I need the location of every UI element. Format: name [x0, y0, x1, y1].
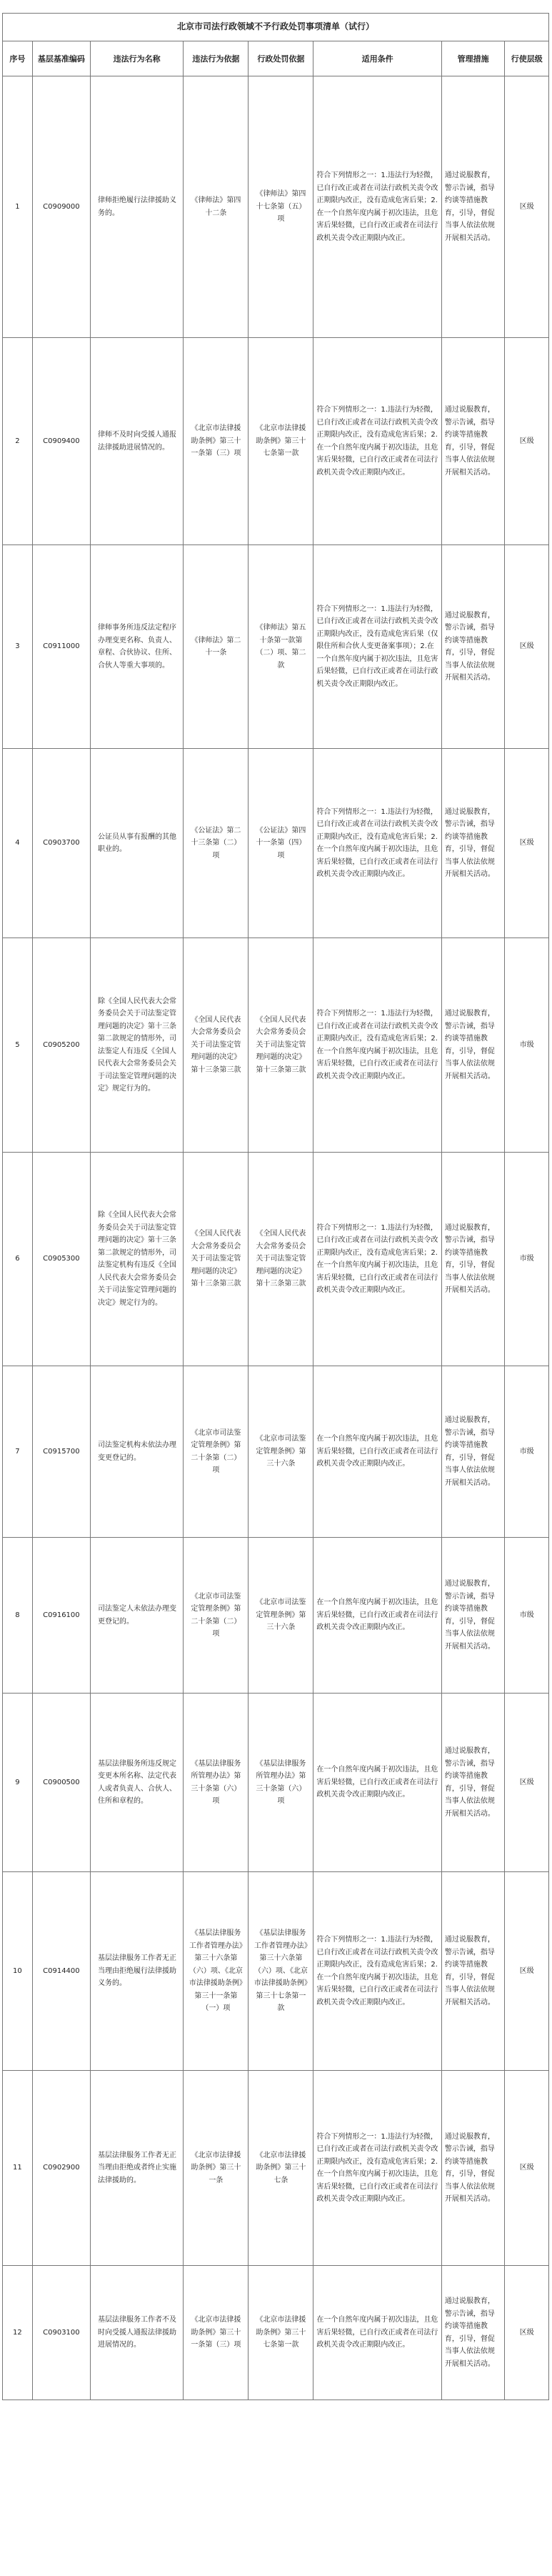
table-row	[3, 938, 549, 1153]
cell-name: 基层法律服务工作者不及时向受援人通报法律援助进展情况的。	[90, 2266, 183, 2400]
cell-name: 基层法律服务工作者无正当理由拒绝履行法律援助义务的。	[90, 1872, 183, 2071]
header-basis: 违法行为依据	[184, 41, 249, 76]
table-row	[3, 749, 549, 938]
table-row	[3, 1872, 549, 2071]
table-row	[3, 2266, 549, 2400]
cell-condition: 符合下列情形之一：1.违法行为轻微，已自行改正或者在司法行政机关责令改正期限内改正，没有造成危害后果；2.在一个自然年度内属于初次违法，且危害后果轻微，已自行改正或者在司法行政机关责令改正期限内改正。	[313, 2071, 442, 2266]
cell-condition: 符合下列情形之一：1.违法行为轻微，已自行改正或者在司法行政机关责令改正期限内改正，没有造成危害后果；2.在一个自然年度内属于初次违法，且危害后果轻微，已自行改正或者在司法行政机关责令改正期限内改正。	[313, 338, 442, 545]
cell-penalty: 《北京市司法鉴定管理条例》第三十六条	[249, 1366, 313, 1538]
cell-measures: 通过说服教育，警示告诫，指导约谈等措施教育，引导，督促当事人依法依规开展相关活动。	[441, 338, 505, 545]
header-level: 行使层级	[505, 41, 549, 76]
cell-level: 区级	[505, 1872, 549, 2071]
cell-condition: 在一个自然年度内属于初次违法，且危害后果轻微，已自行改正或者在司法行政机关责令改正期限内改正。	[313, 1366, 442, 1538]
cell-condition: 符合下列情形之一：1.违法行为轻微，已自行改正或者在司法行政机关责令改正期限内改正，没有造成危害后果；2.在一个自然年度内属于初次违法，且危害后果轻微，已自行改正或者在司法行政机关责令改正期限内改正。	[313, 749, 442, 938]
cell-condition: 在一个自然年度内属于初次违法，且危害后果轻微，已自行改正或者在司法行政机关责令改正期限内改正。	[313, 1694, 442, 1872]
cell-penalty: 《律师法》第四十七条第（五）项	[249, 76, 313, 338]
header-penalty: 行政处罚依据	[249, 41, 313, 76]
cell-name: 律师拒绝履行法律援助义务的。	[90, 76, 183, 338]
cell-measures: 通过说服教育，警示告诫，指导约谈等措施教育，引导，督促当事人依法依规开展相关活动。	[441, 749, 505, 938]
cell-level: 市级	[505, 1538, 549, 1694]
cell-name: 除《全国人民代表大会常务委员会关于司法鉴定管理问题的决定》第十三条第二款规定的情形外，司法鉴定人有违反《全国人民代表大会常务委员会关于司法鉴定管理问题的决定》规定行为的。	[90, 938, 183, 1153]
cell-name: 除《全国人民代表大会常务委员会关于司法鉴定管理问题的决定》第十三条第二款规定的情形外，司法鉴定机构有违反《全国人民代表大会常务委员会关于司法鉴定管理问题的决定》规定行为的。	[90, 1153, 183, 1366]
cell-measures: 通过说服教育，警示告诫，指导约谈等措施教育，引导，督促当事人依法依规开展相关活动。	[441, 1366, 505, 1538]
cell-idx: 10	[3, 1872, 33, 2071]
cell-code: C0909400	[32, 338, 90, 545]
cell-idx: 3	[3, 545, 33, 749]
table-row	[3, 76, 549, 338]
cell-idx: 9	[3, 1694, 33, 1872]
cell-name: 基层法律服务工作者无正当理由拒绝或者终止实施法律援助的。	[90, 2071, 183, 2266]
cell-code: C0915700	[32, 1366, 90, 1538]
cell-level: 市级	[505, 1153, 549, 1366]
cell-level: 区级	[505, 749, 549, 938]
cell-basis: 《公证法》第二十三条第（二）项	[184, 749, 249, 938]
cell-code: C0914400	[32, 1872, 90, 2071]
cell-penalty: 《北京市法律援助条例》第三十七条第一款	[249, 338, 313, 545]
cell-condition: 符合下列情形之一：1.违法行为轻微，已自行改正或者在司法行政机关责令改正期限内改正，没有造成危害后果；2.在一个自然年度内属于初次违法，且危害后果轻微，已自行改正或者在司法行政机关责令改正期限内改正。	[313, 1872, 442, 2071]
cell-level: 区级	[505, 338, 549, 545]
cell-code: C0903100	[32, 2266, 90, 2400]
cell-measures: 通过说服教育，警示告诫，指导约谈等措施教育，引导，督促当事人依法依规开展相关活动。	[441, 76, 505, 338]
cell-idx: 2	[3, 338, 33, 545]
cell-measures: 通过说服教育，警示告诫，指导约谈等措施教育，引导，督促当事人依法依规开展相关活动。	[441, 1153, 505, 1366]
cell-condition: 符合下列情形之一：1.违法行为轻微，已自行改正或者在司法行政机关责令改正期限内改正，没有造成危害后果（仅限住所和合伙人变更备案事项）；2.在一个自然年度内属于初次违法，且危害后果轻微，已自行改正或者在司法行政机关责令改正期限内改正。	[313, 545, 442, 749]
cell-basis: 《全国人民代表大会常务委员会关于司法鉴定管理问题的决定》第十三条第三款	[184, 938, 249, 1153]
table-row	[3, 545, 549, 749]
cell-measures: 通过说服教育，警示告诫，指导约谈等措施教育，引导，督促当事人依法依规开展相关活动。	[441, 938, 505, 1153]
cell-level: 区级	[505, 1694, 549, 1872]
cell-name: 公证员从事有报酬的其他职业的。	[90, 749, 183, 938]
cell-idx: 7	[3, 1366, 33, 1538]
cell-condition: 在一个自然年度内属于初次违法，且危害后果轻微，已自行改正或者在司法行政机关责令改正期限内改正。	[313, 2266, 442, 2400]
cell-penalty: 《全国人民代表大会常务委员会关于司法鉴定管理问题的决定》第十三条第三款	[249, 1153, 313, 1366]
cell-condition: 符合下列情形之一：1.违法行为轻微，已自行改正或者在司法行政机关责令改正期限内改正，没有造成危害后果；2.在一个自然年度内属于初次违法，且危害后果轻微，已自行改正或者在司法行政机关责令改正期限内改正。	[313, 938, 442, 1153]
cell-basis: 《北京市法律援助条例》第三十一条第（三）项	[184, 338, 249, 545]
cell-basis: 《北京市司法鉴定管理条例》第二十条第（二）项	[184, 1366, 249, 1538]
table-row	[3, 338, 549, 545]
cell-measures: 通过说服教育，警示告诫，指导约谈等措施教育，引导，督促当事人依法依规开展相关活动。	[441, 2071, 505, 2266]
cell-penalty: 《北京市法律援助条例》第三十七条第一款	[249, 2266, 313, 2400]
cell-basis: 《全国人民代表大会常务委员会关于司法鉴定管理问题的决定》第十三条第三款	[184, 1153, 249, 1366]
header-name: 违法行为名称	[90, 41, 183, 76]
table-row	[3, 1366, 549, 1538]
cell-condition: 在一个自然年度内属于初次违法，且危害后果轻微，已自行改正或者在司法行政机关责令改正期限内改正。	[313, 1538, 442, 1694]
cell-basis: 《基层法律服务工作者管理办法》第三十六条第（六）项、《北京市法律援助条例》第三十一条第（一）项	[184, 1872, 249, 2071]
table-row	[3, 1694, 549, 1872]
table-row	[3, 2071, 549, 2266]
penalty-exemption-table	[2, 13, 549, 2400]
header-measures: 管理措施	[441, 41, 505, 76]
cell-level: 区级	[505, 545, 549, 749]
cell-measures: 通过说服教育，警示告诫，指导约谈等措施教育，引导，督促当事人依法依规开展相关活动。	[441, 545, 505, 749]
cell-code: C0902900	[32, 2071, 90, 2266]
cell-name: 司法鉴定机构未依法办理变更登记的。	[90, 1366, 183, 1538]
cell-name: 基层法律服务所违反规定变更本所名称、法定代表人或者负责人、合伙人、住所和章程的。	[90, 1694, 183, 1872]
cell-measures: 通过说服教育，警示告诫，指导约谈等措施教育，引导，督促当事人依法依规开展相关活动。	[441, 1694, 505, 1872]
cell-code: C0909000	[32, 76, 90, 338]
cell-basis: 《北京市法律援助条例》第三十一条	[184, 2071, 249, 2266]
cell-code: C0900500	[32, 1694, 90, 1872]
cell-idx: 5	[3, 938, 33, 1153]
cell-penalty: 《北京市法律援助条例》第三十七条	[249, 2071, 313, 2266]
cell-penalty: 《律师法》第五十条第一款第（二）项、第二款	[249, 545, 313, 749]
cell-penalty: 《基层法律服务工作者管理办法》第三十六条第（六）项、《北京市法律援助条例》第三十七条第一款	[249, 1872, 313, 2071]
table-title: 北京市司法行政领域不予行政处罚事项清单（试行）	[3, 14, 549, 41]
cell-measures: 通过说服教育，警示告诫，指导约谈等措施教育，引导，督促当事人依法依规开展相关活动。	[441, 2266, 505, 2400]
table-row	[3, 1153, 549, 1366]
header-idx: 序号	[3, 41, 33, 76]
cell-penalty: 《公证法》第四十一条第（四）项	[249, 749, 313, 938]
cell-code: C0905200	[32, 938, 90, 1153]
cell-code: C0905300	[32, 1153, 90, 1366]
cell-penalty: 《北京市司法鉴定管理条例》第三十六条	[249, 1538, 313, 1694]
cell-name: 律师不及时向受援人通报法律援助进展情况的。	[90, 338, 183, 545]
cell-measures: 通过说服教育，警示告诫，指导约谈等措施教育，引导，督促当事人依法依规开展相关活动。	[441, 1538, 505, 1694]
cell-idx: 11	[3, 2071, 33, 2266]
cell-basis: 《北京市法律援助条例》第三十一条第（三）项	[184, 2266, 249, 2400]
cell-condition: 符合下列情形之一：1.违法行为轻微，已自行改正或者在司法行政机关责令改正期限内改正，没有造成危害后果；2.在一个自然年度内属于初次违法，且危害后果轻微，已自行改正或者在司法行政机关责令改正期限内改正。	[313, 76, 442, 338]
cell-code: C0903700	[32, 749, 90, 938]
cell-basis: 《北京市司法鉴定管理条例》第二十条第（二）项	[184, 1538, 249, 1694]
table-row	[3, 1538, 549, 1694]
cell-code: C0916100	[32, 1538, 90, 1694]
cell-idx: 8	[3, 1538, 33, 1694]
cell-idx: 1	[3, 76, 33, 338]
cell-name: 司法鉴定人未依法办理变更登记的。	[90, 1538, 183, 1694]
cell-level: 市级	[505, 1366, 549, 1538]
header-code: 基层基准编码	[32, 41, 90, 76]
cell-level: 市级	[505, 938, 549, 1153]
cell-level: 区级	[505, 2266, 549, 2400]
cell-basis: 《律师法》第二十一条	[184, 545, 249, 749]
cell-idx: 12	[3, 2266, 33, 2400]
cell-code: C0911000	[32, 545, 90, 749]
cell-condition: 符合下列情形之一：1.违法行为轻微，已自行改正或者在司法行政机关责令改正期限内改正，没有造成危害后果；2.在一个自然年度内属于初次违法，且危害后果轻微，已自行改正或者在司法行政机关责令改正期限内改正。	[313, 1153, 442, 1366]
cell-measures: 通过说服教育，警示告诫，指导约谈等措施教育，引导，督促当事人依法依规开展相关活动。	[441, 1872, 505, 2071]
cell-idx: 6	[3, 1153, 33, 1366]
cell-penalty: 《基层法律服务所管理办法》第三十条第（六）项	[249, 1694, 313, 1872]
cell-level: 区级	[505, 76, 549, 338]
cell-basis: 《基层法律服务所管理办法》第三十条第（六）项	[184, 1694, 249, 1872]
cell-idx: 4	[3, 749, 33, 938]
cell-penalty: 《全国人民代表大会常务委员会关于司法鉴定管理问题的决定》第十三条第三款	[249, 938, 313, 1153]
header-condition: 适用条件	[313, 41, 442, 76]
cell-basis: 《律师法》第四十二条	[184, 76, 249, 338]
cell-level: 区级	[505, 2071, 549, 2266]
cell-name: 律师事务所违反法定程序办理变更名称、负责人、章程、合伙协议、住所、合伙人等重大事项的。	[90, 545, 183, 749]
